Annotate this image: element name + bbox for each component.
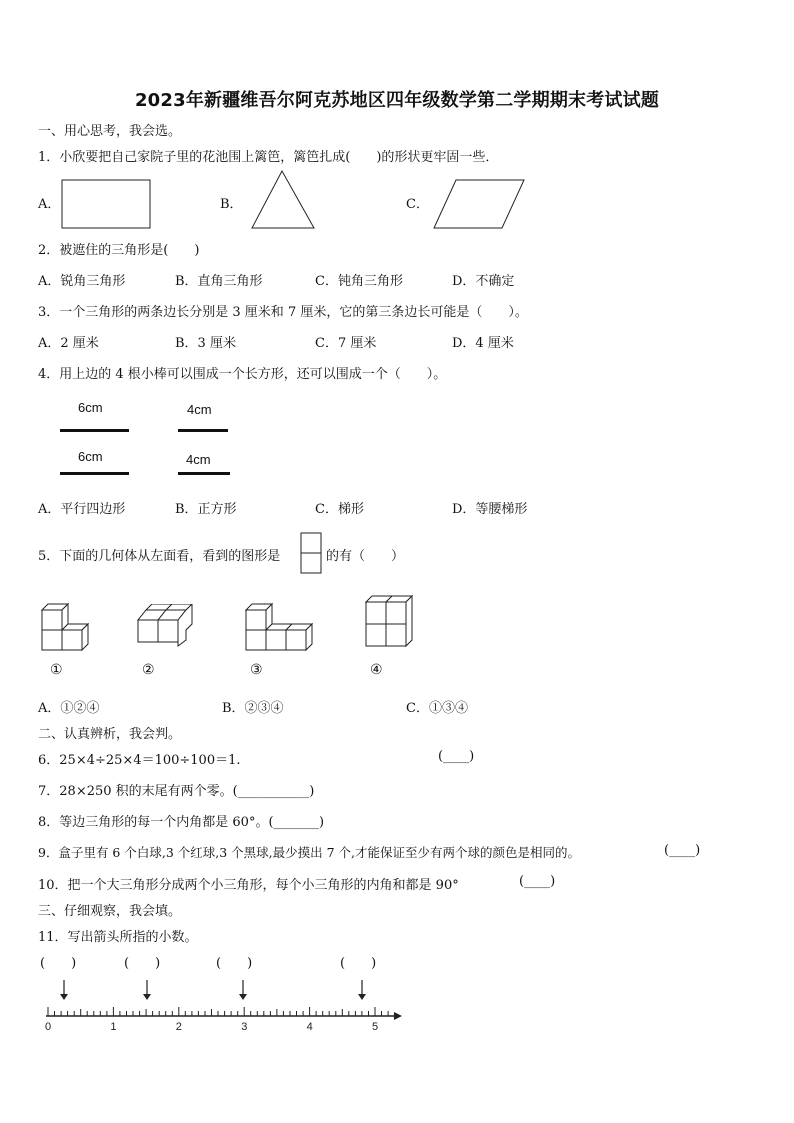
q9-answer-blank[interactable]: (____) bbox=[664, 843, 701, 858]
stick-1 bbox=[60, 429, 129, 432]
q2-option-c[interactable]: C．钝角三角形 bbox=[315, 274, 403, 289]
q10-answer-blank[interactable]: (____) bbox=[519, 874, 556, 889]
arrow-2 bbox=[143, 980, 151, 1000]
question-10: 10．把一个大三角形分成两个小三角形，每个小三角形的内角和都是 90° bbox=[38, 878, 459, 893]
tick-label: 0 bbox=[45, 1021, 52, 1033]
stick-label-2: 4cm bbox=[187, 402, 212, 417]
q4-option-b[interactable]: B．正方形 bbox=[175, 502, 237, 517]
stick-4 bbox=[178, 472, 230, 475]
q3-option-a[interactable]: A．2 厘米 bbox=[38, 336, 99, 351]
answer-paren-1[interactable]: ( ) bbox=[40, 956, 77, 971]
question-6: 6．25×4÷25×4＝100÷100＝1. bbox=[38, 753, 241, 768]
stick-label-4: 4cm bbox=[186, 452, 211, 467]
question-5-tail: 的有（ ） bbox=[326, 549, 405, 564]
number-line bbox=[36, 972, 406, 1034]
arrow-4 bbox=[358, 980, 366, 1000]
figure-label-2: ② bbox=[142, 662, 155, 678]
solid-figure-4 bbox=[362, 594, 422, 652]
q1-option-b[interactable]: B． bbox=[220, 197, 243, 212]
question-7[interactable]: 7．28×250 积的末尾有两个零。(___________) bbox=[38, 784, 315, 799]
triangle-figure bbox=[248, 168, 318, 232]
page-title: 2023年新疆维吾尔阿克苏地区四年级数学第二学期期末考试试题 bbox=[134, 90, 660, 111]
question-8[interactable]: 8．等边三角形的每一个内角都是 60°。(_______) bbox=[38, 815, 325, 830]
question-9: 9．盒子里有 6 个白球,3 个红球,3 个黑球,最少摸出 7 个,才能保证至少有两个球的颜色是相同的。 bbox=[38, 845, 580, 860]
q5-option-a[interactable]: A．①②④ bbox=[38, 701, 100, 716]
solid-figure-2 bbox=[134, 604, 196, 650]
tick-label: 2 bbox=[175, 1021, 182, 1033]
left-view-figure bbox=[300, 532, 322, 574]
answer-paren-2[interactable]: ( ) bbox=[124, 956, 161, 971]
q3-option-d[interactable]: D．4 厘米 bbox=[452, 336, 514, 351]
q1-option-c[interactable]: C． bbox=[406, 197, 429, 212]
q4-option-a[interactable]: A．平行四边形 bbox=[38, 502, 126, 517]
arrow-1 bbox=[60, 980, 68, 1000]
q3-option-c[interactable]: C．7 厘米 bbox=[315, 336, 377, 351]
tick-label: 4 bbox=[306, 1021, 313, 1033]
q5-option-c[interactable]: C．①③④ bbox=[406, 701, 468, 716]
stick-label-3: 6cm bbox=[78, 449, 103, 464]
stick-3 bbox=[60, 472, 129, 475]
section-heading-fill: 三、仔细观察，我会填。 bbox=[38, 904, 182, 919]
answer-paren-4[interactable]: ( ) bbox=[340, 956, 377, 971]
question-11: 11．写出箭头所指的小数。 bbox=[38, 930, 198, 945]
tick-label: 5 bbox=[372, 1021, 379, 1033]
question-3: 3．一个三角形的两条边长分别是 3 厘米和 7 厘米，它的第三条边长可能是（ ）。 bbox=[38, 305, 528, 320]
rectangle-figure bbox=[60, 178, 154, 230]
figure-label-4: ④ bbox=[370, 662, 383, 678]
tick-label: 1 bbox=[110, 1021, 117, 1033]
figure-label-1: ① bbox=[50, 662, 63, 678]
q2-option-b[interactable]: B．直角三角形 bbox=[175, 274, 263, 289]
figure-label-3: ③ bbox=[250, 662, 263, 678]
question-4: 4．用上边的 4 根小棒可以围成一个长方形，还可以围成一个（ ）。 bbox=[38, 367, 447, 382]
parallelogram-figure bbox=[432, 178, 528, 230]
section-heading-choice: 一、用心思考，我会选。 bbox=[38, 124, 182, 139]
solid-figure-3 bbox=[240, 600, 320, 660]
section-heading-judge: 二、认真辨析，我会判。 bbox=[38, 727, 182, 742]
q4-option-c[interactable]: C．梯形 bbox=[315, 502, 364, 517]
stick-label-1: 6cm bbox=[78, 400, 103, 415]
arrow-3 bbox=[239, 980, 247, 1000]
q2-option-a[interactable]: A．锐角三角形 bbox=[38, 274, 126, 289]
q2-option-d[interactable]: D．不确定 bbox=[452, 274, 515, 289]
q4-option-d[interactable]: D．等腰梯形 bbox=[452, 502, 528, 517]
question-2: 2．被遮住的三角形是( ) bbox=[38, 243, 200, 258]
q1-option-a[interactable]: A． bbox=[38, 197, 61, 212]
q5-option-b[interactable]: B．②③④ bbox=[222, 701, 284, 716]
tick-label: 3 bbox=[241, 1021, 248, 1033]
q6-answer-blank[interactable]: (____) bbox=[438, 749, 475, 764]
answer-paren-3[interactable]: ( ) bbox=[216, 956, 253, 971]
question-5: 5．下面的几何体从左面看，看到的图形是 bbox=[38, 549, 281, 564]
solid-figure-1 bbox=[36, 600, 96, 660]
q3-option-b[interactable]: B．3 厘米 bbox=[175, 336, 236, 351]
question-1: 1．小欣要把自己家院子里的花池围上篱笆，篱笆扎成( )的形状更牢固一些． bbox=[38, 150, 499, 165]
stick-2 bbox=[178, 429, 228, 432]
